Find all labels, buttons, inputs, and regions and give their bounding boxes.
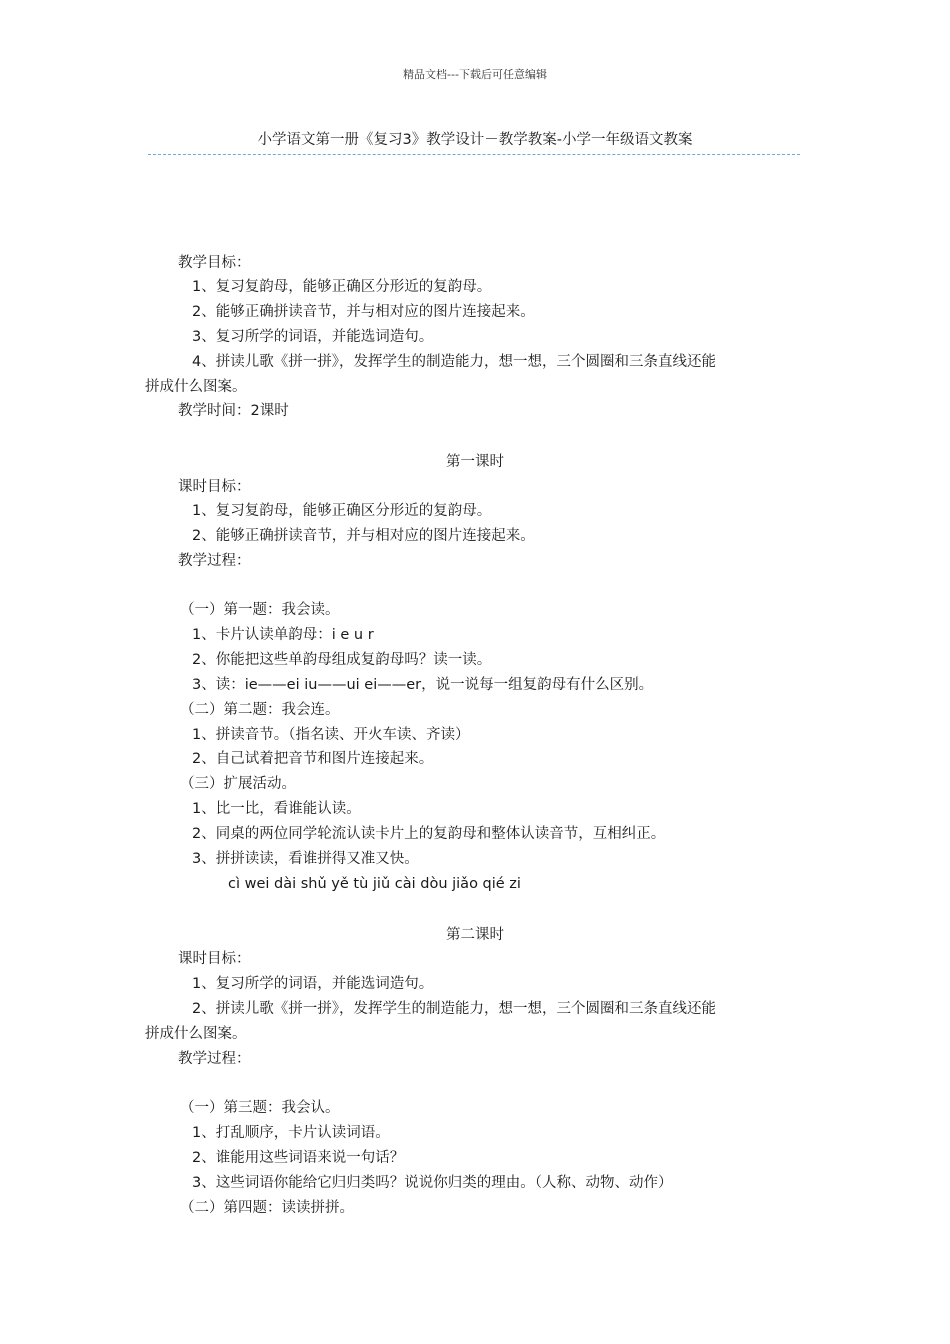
lesson2-part1-item: 1、打乱顺序，卡片认读词语。 <box>192 1125 390 1141</box>
lesson1-part1-heading: （一）第一题：我会读。 <box>180 602 340 618</box>
teaching-time: 教学时间：2课时 <box>178 403 289 419</box>
lesson1-part1-item: 3、读：ie——ei iu——ui ei——er，说一说每一组复韵母有什么区别。 <box>192 677 654 693</box>
pinyin-line: cì wei dài shǔ yě tù jiǔ cài dòu jiǎo qié zi <box>228 876 521 892</box>
lesson2-goal-item: 1、复习所学的词语，并能选词造句。 <box>192 976 434 992</box>
lesson1-part2-heading: （二）第二题：我会连。 <box>180 702 340 718</box>
lesson1-part1-item: 2、你能把这些单韵母组成复韵母吗？读一读。 <box>192 652 492 668</box>
lesson1-part3-heading: （三）扩展活动。 <box>180 776 296 792</box>
lesson2-goal-heading: 课时目标： <box>178 951 251 967</box>
lesson1-goal-item: 2、能够正确拼读音节，并与相对应的图片连接起来。 <box>192 528 535 544</box>
lesson1-heading: 第一课时 <box>446 454 504 470</box>
lesson2-goal-item: 2、拼读儿歌《拼一拼》，发挥学生的制造能力，想一想，三个圆圈和三条直线还能 <box>192 1001 716 1017</box>
lesson2-process-heading: 教学过程： <box>178 1051 251 1067</box>
lesson2-part1-item: 3、这些词语你能给它归归类吗？说说你归类的理由。（人称、动物、动作） <box>192 1175 673 1191</box>
goal-item: 3、复习所学的词语，并能选词造句。 <box>192 329 434 345</box>
goals-heading: 教学目标： <box>178 255 251 271</box>
lesson1-part2-item: 2、自己试着把音节和图片连接起来。 <box>192 751 434 767</box>
lesson1-part1-item: 1、卡片认读单韵母：i e u r <box>192 627 374 643</box>
goal-item-continued: 拼成什么图案。 <box>145 379 247 395</box>
lesson1-part3-item: 1、比一比，看谁能认读。 <box>192 801 361 817</box>
lesson1-goal-heading: 课时目标： <box>178 479 251 495</box>
goal-item: 4、拼读儿歌《拼一拼》，发挥学生的制造能力，想一想，三个圆圈和三条直线还能 <box>192 354 716 370</box>
lesson1-goal-item: 1、复习复韵母，能够正确区分形近的复韵母。 <box>192 503 492 519</box>
dashed-divider <box>148 154 800 155</box>
goal-item: 1、复习复韵母，能够正确区分形近的复韵母。 <box>192 279 492 295</box>
document-title: 小学语文第一册《复习3》教学设计－教学教案-小学一年级语文教案 <box>257 132 693 148</box>
lesson2-heading: 第二课时 <box>446 927 504 943</box>
goal-item: 2、能够正确拼读音节，并与相对应的图片连接起来。 <box>192 304 535 320</box>
lesson2-part1-heading: （一）第三题：我会认。 <box>180 1100 340 1116</box>
lesson2-part2-heading: （二）第四题：读读拼拼。 <box>180 1200 354 1216</box>
lesson2-part1-item: 2、谁能用这些词语来说一句话？ <box>192 1150 405 1166</box>
lesson1-part3-item: 3、拼拼读读，看谁拼得又准又快。 <box>192 851 419 867</box>
lesson2-goal-item-continued: 拼成什么图案。 <box>145 1026 247 1042</box>
lesson1-part3-item: 2、同桌的两位同学轮流认读卡片上的复韵母和整体认读音节，互相纠正。 <box>192 826 666 842</box>
lesson1-part2-item: 1、拼读音节。（指名读、开火车读、齐读） <box>192 727 470 743</box>
lesson1-process-heading: 教学过程： <box>178 553 251 569</box>
header-note: 精品文档---下载后可任意编辑 <box>403 68 547 81</box>
